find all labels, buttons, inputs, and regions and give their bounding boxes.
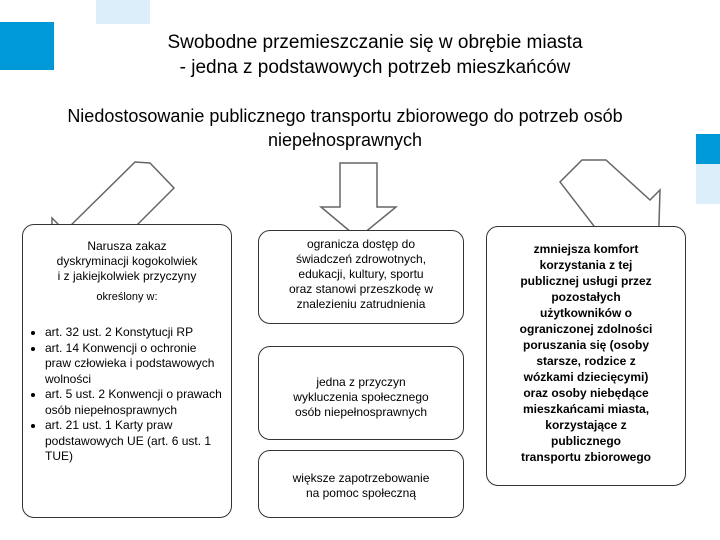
middle-3-line: na pomoc społeczną <box>305 486 417 500</box>
right-line: starsze, rodzice z <box>536 354 636 368</box>
title-line-1: Swobodne przemieszczanie się w obrębie miasta <box>167 32 583 53</box>
middle-1-line: oraz stanowi przeszkodę w <box>288 282 434 296</box>
arrow-down-icon <box>321 163 396 238</box>
middle-box-exclusion <box>258 346 464 440</box>
right-line: pozostałych <box>551 290 621 304</box>
right-line: wózkami dziecięcymi) <box>523 370 649 384</box>
right-line: korzystające z <box>545 418 627 432</box>
left-box-heading <box>23 239 231 284</box>
list-item: • art. 14 Konwencji o ochronie praw człowieka i podstawowych wolności <box>45 341 223 388</box>
middle-2-line: jedna z przyczyn <box>316 375 406 389</box>
right-box-comfort <box>486 226 686 486</box>
middle-2-line: osób niepełnosprawnych <box>294 405 428 419</box>
right-line: publicznego <box>551 434 621 448</box>
subtitle-line-2: niepełnosprawnych <box>267 130 423 150</box>
middle-3-line: większe zapotrzebowanie <box>292 471 430 485</box>
left-box-subheading: określony w: <box>96 291 158 303</box>
right-line: zmniejsza komfort <box>533 242 639 256</box>
middle-1-line: ogranicza dostęp do <box>306 237 416 251</box>
right-line: poruszania się (osoby <box>522 338 650 352</box>
right-line: ograniczonej zdolności <box>519 322 653 336</box>
middle-2-line: wykluczenia społecznego <box>293 390 429 404</box>
middle-box-social-aid <box>258 450 464 518</box>
left-box-legal-basis <box>22 224 232 518</box>
middle-1-line: świadczeń zdrowotnych, <box>295 252 427 266</box>
list-item: • art. 21 ust. 1 Karty praw podstawowych UE (art. 6 ust. 1 TUE) <box>45 418 223 465</box>
subtitle-line-1: Niedostosowanie publicznego transportu zbiorowego do potrzeb osób <box>67 106 623 126</box>
right-line: oraz osoby niebędące <box>523 386 649 400</box>
left-heading-line-2: dyskryminacji kogokolwiek <box>56 254 198 268</box>
left-heading-line-1: Narusza zakaz <box>87 239 167 253</box>
legal-acts-list <box>23 325 231 465</box>
right-line: mieszkańcami miasta, <box>522 402 650 416</box>
list-item: • art. 5 ust. 2 Konwencji o prawach osób niepełnosprawnych <box>45 387 223 418</box>
middle-1-line: znalezieniu zatrudnienia <box>296 297 426 311</box>
right-line: transportu zbiorowego <box>521 450 651 464</box>
title-line-2: - jedna z podstawowych potrzeb mieszkańców <box>179 57 571 78</box>
left-heading-line-3: i z jakiejkolwiek przyczyny <box>57 269 197 283</box>
middle-box-access <box>258 230 464 324</box>
middle-1-line: edukacji, kultury, sportu <box>298 267 424 281</box>
list-item: • art. 32 ust. 2 Konstytucji RP <box>45 325 223 341</box>
right-line: korzystania z tej <box>539 258 633 272</box>
right-line: publicznej usługi przez <box>520 274 652 288</box>
right-line: użytkowników o <box>539 306 632 320</box>
